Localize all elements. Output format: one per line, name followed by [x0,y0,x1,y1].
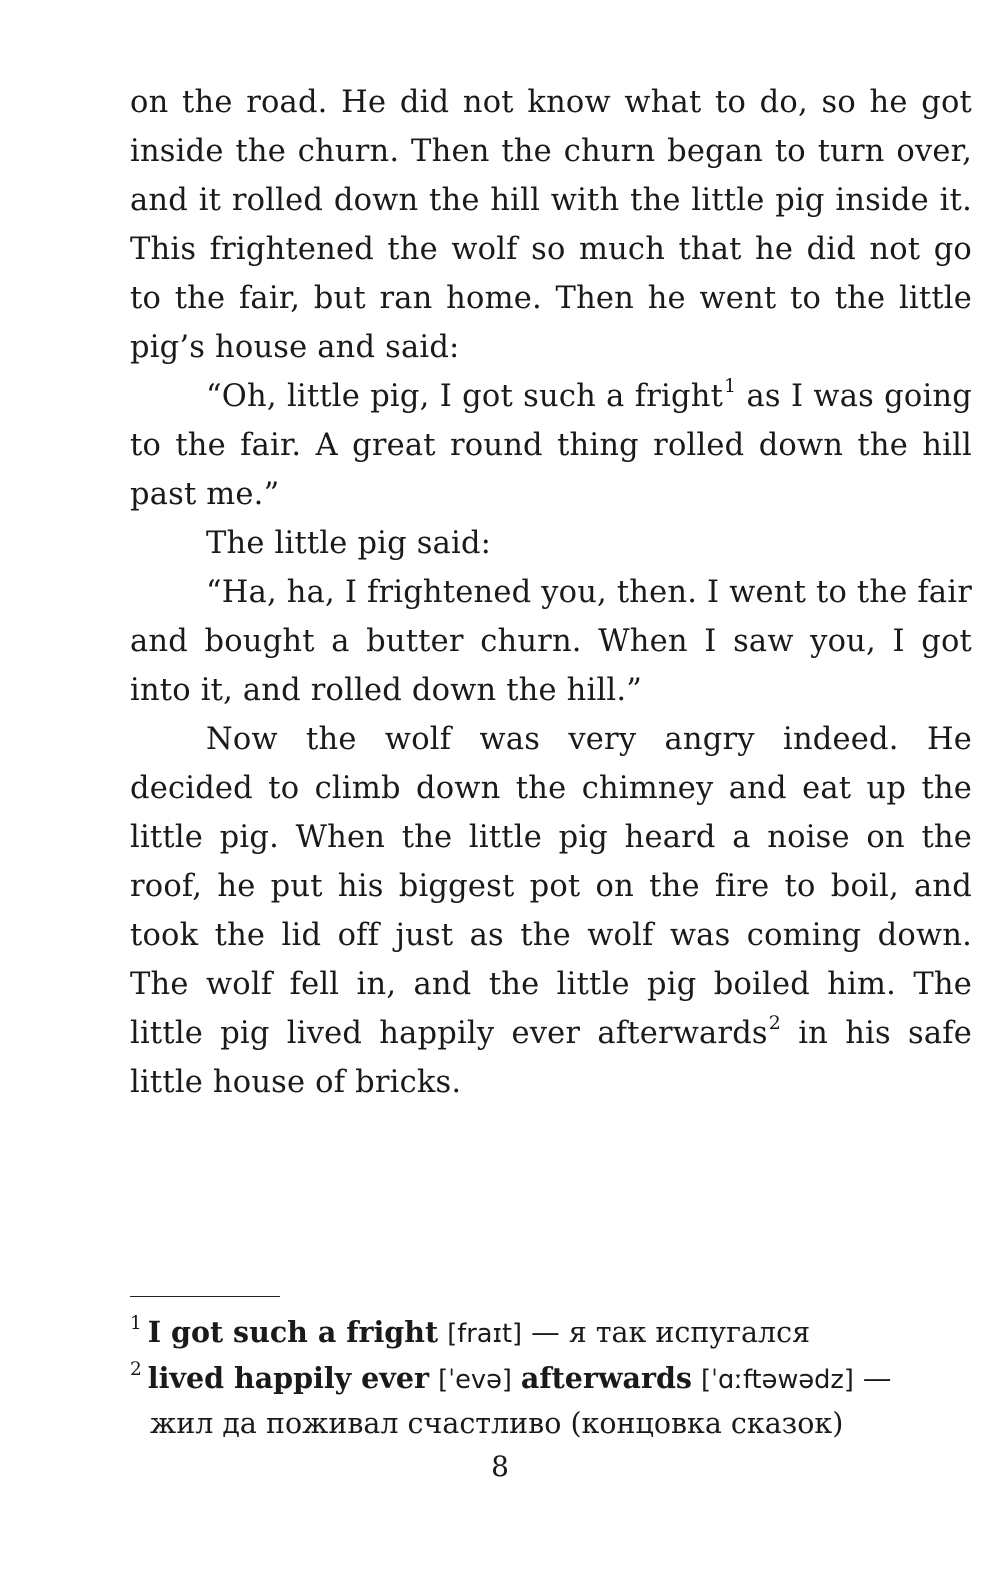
footnote-phrase: afterwards [520,1361,692,1395]
footnote-number: 2 [130,1359,142,1381]
footnote-2-continuation [130,1402,972,1446]
paragraph [130,715,972,1107]
paragraph [130,519,972,568]
footnote-dash: — [531,1316,560,1349]
paragraph-text: on the road. He did not know what to do, so he got inside the churn. Then the churn began to turn over, and it rolled down the hill with the little pig inside it. This frightened the wolf so much that he did not go to the fair, but ran home. Then he went to the little pig’s house and said: [130,85,972,365]
paragraph [130,568,972,715]
paragraph [130,78,972,372]
paragraph-text: “Oh, little pig, I got such a fright [206,379,724,414]
footnote-note: (концовка сказок) [570,1407,844,1440]
footnote-marker: 2 [768,1012,782,1035]
footnote-number: 1 [130,1313,142,1335]
footnote-dash: — [862,1362,892,1395]
footnote-phrase: I got such a fright [147,1315,439,1349]
page-number: 8 [491,1450,509,1483]
footnote-marker: 1 [724,375,737,398]
paragraph-text: The little pig said: [206,526,492,561]
footnote-translation: жил да поживал счастливо [150,1407,562,1440]
footnote-2 [130,1356,972,1402]
footnote-1 [130,1310,972,1356]
paragraph [130,372,972,519]
main-text [130,78,972,1107]
footnote-divider [130,1296,280,1297]
footnote-phrase: lived happily ever [147,1361,429,1395]
paragraph-text: Now the wolf was very angry indeed. He decided to climb down the chimney and eat up the little pig. When the little pig heard a noise on the roof, he put his biggest pot on the fire to boil, and took the lid off just as the wolf was coming down. The wolf fell in, and the little pig boiled him. The little pig lived happily ever afterwards [130,722,972,1051]
footnote-transcription: [ˈɑːftəwədz] [701,1365,854,1395]
paragraph-text: “Ha, ha, I frightened you, then. I went to the fair and bought a butter churn. When I saw you, I got into it, and rolled down the hill.” [130,575,972,708]
footnote-transcription: [ˈevə] [438,1365,512,1395]
paragraph-text: in his safe little house of bricks. [130,1016,973,1100]
paragraph-text: as I was going to the fair. A great round thing rolled down the hill past me.” [130,379,972,512]
footnotes [130,1310,972,1446]
footnote-translation: я так испугался [568,1316,811,1349]
footnote-transcription: [fraɪt] [447,1319,523,1349]
